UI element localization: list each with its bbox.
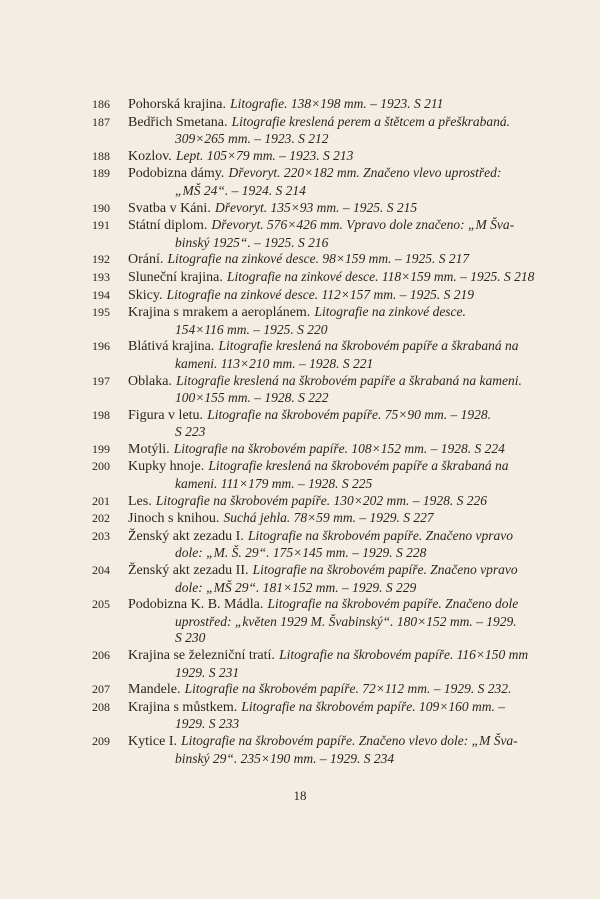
artwork-description: Litografie na škrobovém papíře. Značeno vlevo dole: „M Šva- — [181, 732, 518, 748]
page-number: 18 — [293, 788, 307, 803]
catalog-entry — [92, 681, 570, 699]
artwork-title: Blátivá krajina. — [128, 339, 215, 355]
entry-number: 196 — [92, 339, 110, 354]
artwork-title: Ženský akt zezadu I. — [128, 528, 244, 544]
entry-number: 188 — [92, 148, 110, 163]
catalog-entry — [92, 200, 570, 218]
entry-number: 197 — [92, 373, 110, 388]
artwork-description: Litografie na zinkové desce. — [314, 304, 466, 320]
entry-number: 191 — [92, 218, 110, 233]
catalog-entry — [92, 493, 570, 511]
entry-first-line — [128, 269, 570, 287]
artwork-title: Podobizna K. B. Mádla. — [128, 597, 264, 613]
catalog-entry — [92, 562, 570, 596]
catalog-entry — [92, 148, 570, 166]
entry-first-line — [128, 165, 570, 183]
entry-number: 199 — [92, 441, 110, 456]
artwork-description-continuation: binský 1925“. – 1925. S 216 — [175, 234, 329, 250]
artwork-title: Orání. — [128, 252, 164, 268]
artwork-description: Lept. 105×79 mm. – 1923. S 213 — [175, 147, 354, 163]
artwork-description-continuation: 309×265 mm. – 1923. S 212 — [175, 131, 329, 147]
artwork-title: Státní diplom. — [128, 218, 208, 234]
catalog-entry — [92, 373, 570, 407]
artwork-description-continuation: kameni. 113×210 mm. – 1928. S 221 — [175, 355, 374, 371]
entry-first-line — [128, 338, 570, 356]
catalog-entry — [92, 304, 570, 338]
artwork-description-continuation: dole: „MŠ 29“. 181×152 mm. – 1929. S 229 — [175, 579, 417, 595]
entry-number: 206 — [92, 648, 110, 662]
artwork-description-continuation: S 230 — [175, 630, 206, 646]
catalog-entry — [92, 647, 570, 681]
entry-first-line — [128, 441, 570, 459]
catalog-entry — [92, 441, 570, 459]
entry-first-line — [128, 148, 570, 166]
entry-number: 195 — [92, 305, 110, 320]
catalog-entry — [92, 458, 570, 492]
artwork-description: Litografie na škrobovém papíře. 130×202 mm. – 1928. S 226 — [155, 492, 487, 508]
catalog-entry — [92, 510, 570, 528]
artwork-title: Sluneční krajina. — [128, 269, 223, 285]
entry-number: 202 — [92, 511, 110, 526]
entry-number: 205 — [92, 597, 110, 612]
entry-number: 186 — [92, 97, 110, 111]
entry-number: 201 — [92, 493, 110, 508]
artwork-description-continuation: S 223 — [175, 424, 206, 440]
catalog-list — [92, 96, 570, 767]
catalog-entry — [92, 217, 570, 251]
entry-number: 198 — [92, 407, 110, 422]
artwork-title: Jinoch s knihou. — [128, 511, 220, 527]
entry-first-line — [128, 596, 570, 614]
artwork-description: Litografie na škrobovém papíře. 75×90 mm. – 1928. — [207, 406, 492, 422]
entry-number: 200 — [92, 459, 110, 474]
entry-number: 204 — [92, 563, 110, 578]
artwork-description-continuation: „MŠ 24“. – 1924. S 214 — [175, 182, 306, 198]
artwork-title: Bedřich Smetana. — [128, 114, 228, 130]
entry-first-line — [128, 407, 570, 425]
entry-first-line — [128, 733, 570, 751]
artwork-description-continuation: 1929. S 231 — [175, 664, 240, 680]
entry-number: 190 — [92, 200, 110, 215]
artwork-description: Litografie na škrobovém papíře. 108×152 mm. – 1928. S 224 — [173, 440, 505, 456]
entry-first-line — [128, 528, 570, 546]
artwork-title: Figura v letu. — [128, 407, 204, 423]
entry-first-line — [128, 510, 570, 528]
artwork-description: Litografie kreslená na škrobovém papíře a škrabaná na — [208, 458, 509, 474]
entry-first-line — [128, 699, 570, 717]
artwork-title: Krajina se železniční tratí. — [128, 648, 275, 663]
artwork-title: Krajina s můstkem. — [128, 699, 238, 715]
artwork-description-continuation: binský 29“. 235×190 mm. – 1929. S 234 — [175, 750, 395, 766]
entry-first-line — [128, 114, 570, 132]
catalog-entry — [92, 733, 570, 767]
artwork-description-continuation: 1929. S 233 — [175, 716, 240, 732]
artwork-title: Kupky hnoje. — [128, 459, 205, 475]
catalog-entry — [92, 699, 570, 733]
catalog-entry — [92, 269, 570, 287]
entry-first-line — [128, 647, 570, 665]
artwork-description: Litografie na škrobovém papíře. 109×160 mm. – — [241, 698, 505, 714]
entry-first-line — [128, 562, 570, 580]
artwork-description: Dřevoryt. 576×426 mm. Vpravo dole značeno: „M Šva- — [211, 217, 515, 233]
artwork-description: Litografie na zinkové desce. 98×159 mm. – 1925. S 217 — [167, 251, 470, 267]
catalog-entry — [92, 596, 570, 647]
catalog-entry — [92, 407, 570, 441]
artwork-description: Litografie na škrobovém papíře. Značeno vpravo — [252, 562, 518, 578]
entry-number: 193 — [92, 269, 110, 284]
artwork-title: Les. — [128, 493, 152, 509]
entry-first-line — [128, 200, 570, 218]
artwork-title: Kozlov. — [128, 148, 172, 164]
artwork-title: Krajina s mrakem a aeroplánem. — [128, 305, 311, 321]
entry-number: 203 — [92, 528, 110, 543]
artwork-description-continuation: uprostřed: „květen 1929 M. Švabinský“. 180×152 mm. – 1929. — [175, 613, 517, 629]
entry-first-line — [128, 493, 570, 511]
artwork-description: Litografie. 138×198 mm. – 1923. S 211 — [230, 96, 444, 111]
artwork-description: Litografie kreslená na škrobovém papíře a škrabaná na kameni. — [176, 372, 522, 388]
artwork-title: Ženský akt zezadu II. — [128, 563, 249, 579]
catalog-entry — [92, 251, 570, 269]
artwork-description: Litografie na zinkové desce. 112×157 mm. – 1925. S 219 — [166, 286, 474, 302]
artwork-title: Skicy. — [128, 287, 163, 303]
artwork-title: Podobizna dámy. — [128, 166, 225, 182]
artwork-description: Dřevoryt. 135×93 mm. – 1925. S 215 — [214, 199, 418, 215]
catalog-entry — [92, 114, 570, 148]
entry-first-line — [128, 287, 570, 305]
artwork-title: Kytice I. — [128, 733, 177, 749]
entry-number: 189 — [92, 166, 110, 181]
entry-first-line — [128, 681, 570, 699]
artwork-title: Motýli. — [128, 441, 170, 457]
entry-number: 187 — [92, 114, 110, 129]
entry-number: 192 — [92, 252, 110, 267]
artwork-description: Dřevoryt. 220×182 mm. Značeno vlevo uprostřed: — [228, 165, 502, 181]
entry-first-line — [128, 458, 570, 476]
artwork-title: Pohorská krajina. — [128, 97, 226, 112]
entry-first-line — [128, 96, 570, 114]
artwork-description: Litografie na škrobovém papíře. Značeno dole — [267, 596, 519, 612]
entry-number: 209 — [92, 733, 110, 748]
catalog-entry — [92, 528, 570, 562]
artwork-title: Oblaka. — [128, 373, 172, 389]
entry-number: 208 — [92, 699, 110, 714]
artwork-description: Litografie na škrobovém papíře. 116×150 mm — [279, 647, 529, 662]
artwork-description-continuation: 100×155 mm. – 1928. S 222 — [175, 390, 329, 406]
artwork-description-continuation: kameni. 111×179 mm. – 1928. S 225 — [175, 476, 373, 492]
artwork-title: Mandele. — [128, 682, 181, 698]
artwork-title: Svatba v Káni. — [128, 200, 211, 216]
entry-first-line — [128, 373, 570, 391]
catalog-entry — [92, 96, 570, 114]
entry-number: 207 — [92, 682, 110, 697]
artwork-description: Suchá jehla. 78×59 mm. – 1929. S 227 — [223, 510, 434, 526]
artwork-description: Litografie na škrobovém papíře. Značeno vpravo — [247, 527, 513, 543]
entry-first-line — [128, 251, 570, 269]
catalog-entry — [92, 338, 570, 372]
artwork-description: Litografie kreslená na škrobovém papíře a škrabaná na — [218, 338, 519, 354]
entry-first-line — [128, 217, 570, 235]
entry-first-line — [128, 304, 570, 322]
entry-number: 194 — [92, 287, 110, 302]
catalog-entry — [92, 287, 570, 305]
artwork-description-continuation: 154×116 mm. – 1925. S 220 — [175, 321, 328, 337]
artwork-description: Litografie kreslená perem a štětcem a přeškrabaná. — [231, 113, 510, 129]
artwork-description: Litografie na škrobovém papíře. 72×112 mm. – 1929. S 232. — [184, 681, 512, 697]
artwork-description-continuation: dole: „M. Š. 29“. 175×145 mm. – 1929. S 228 — [175, 545, 427, 561]
catalog-entry — [92, 165, 570, 199]
artwork-description: Litografie na zinkové desce. 118×159 mm. – 1925. S 218 — [227, 268, 535, 284]
